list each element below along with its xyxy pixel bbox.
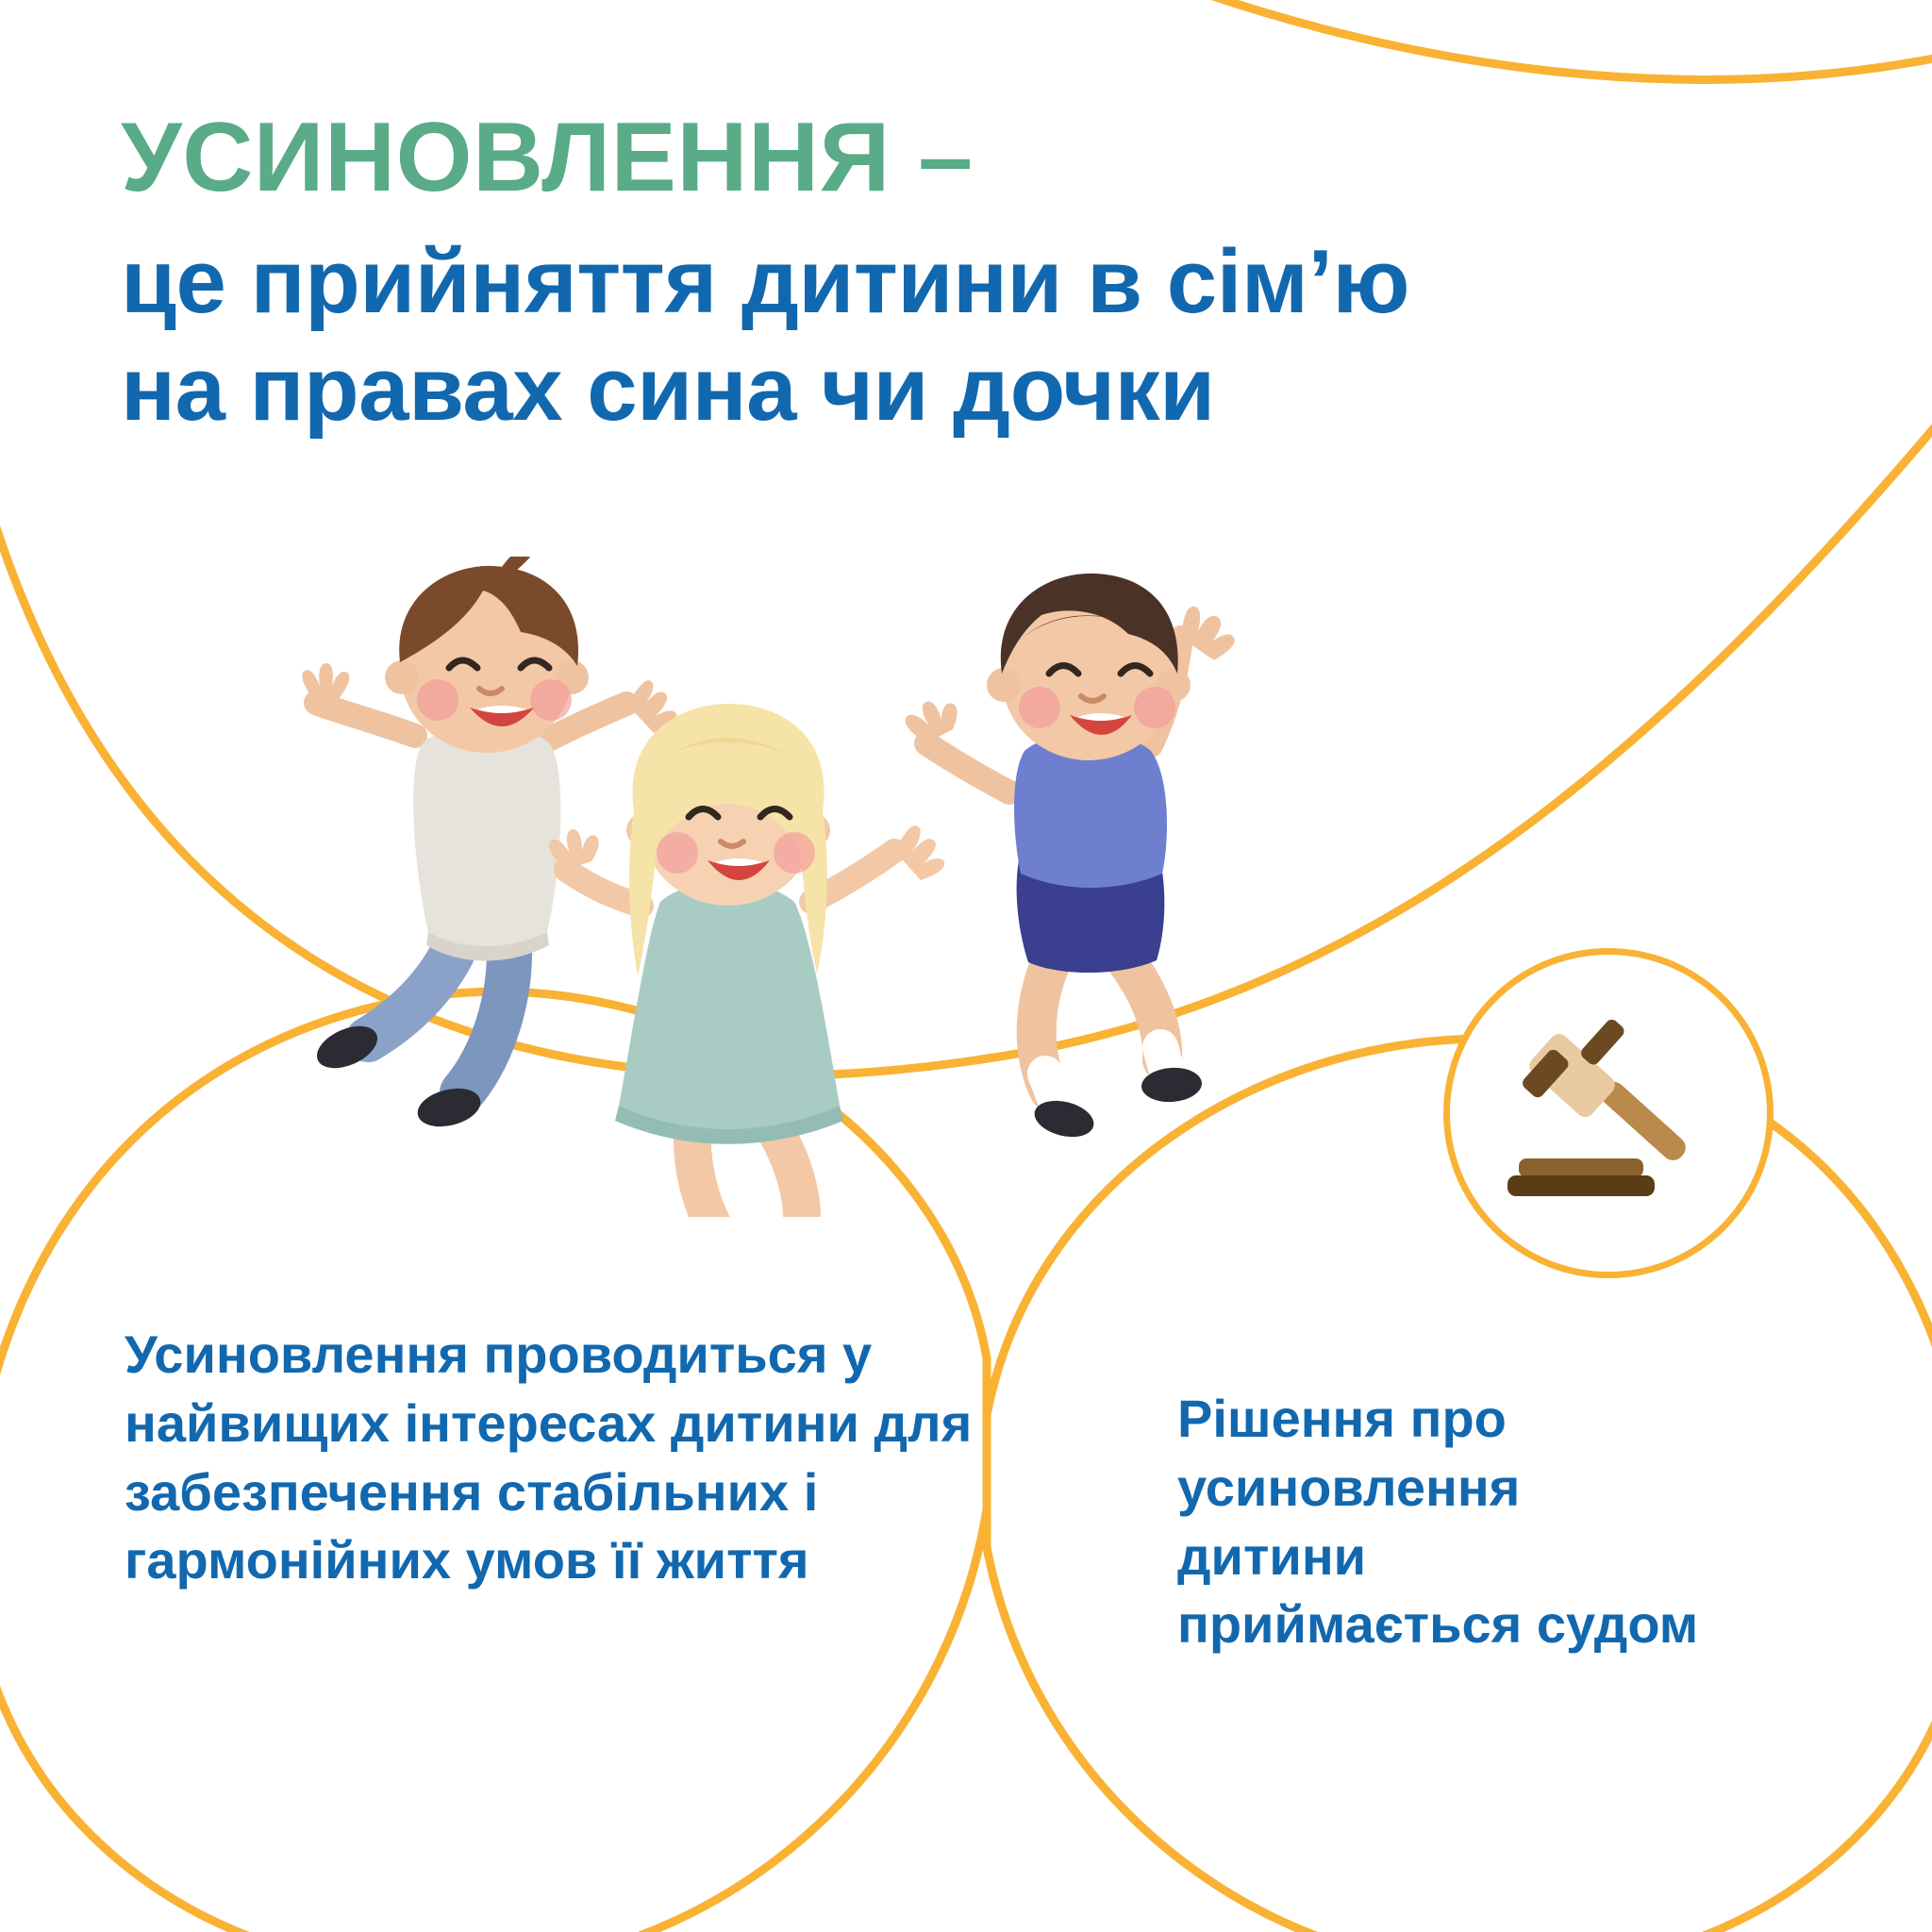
headline-line-2: це прийняття дитини в сім’ю — [121, 231, 1410, 333]
headline-line-1: УСИНОВЛЕННЯ – — [121, 103, 974, 212]
headline-line-3: на правах сина чи дочки — [121, 338, 1215, 440]
child-boy-grey — [302, 557, 676, 1133]
child-boy-blue — [906, 574, 1235, 1142]
children-illustration — [217, 557, 1349, 1217]
text-block-right — [1177, 1385, 1706, 1659]
gavel-badge — [1443, 948, 1774, 1278]
text-block-left — [125, 1321, 974, 1595]
text-block-right-body: Рішення про усиновлення дитини приймається судом — [1177, 1389, 1699, 1655]
gavel-icon — [1500, 1019, 1717, 1208]
text-block-left-body: Усиновлення проводиться у найвищих інтересах дитини для забезпечення стабільних і гармонійних умов її життя — [125, 1324, 973, 1591]
headline — [121, 103, 1743, 442]
child-girl-mint — [549, 704, 944, 1217]
